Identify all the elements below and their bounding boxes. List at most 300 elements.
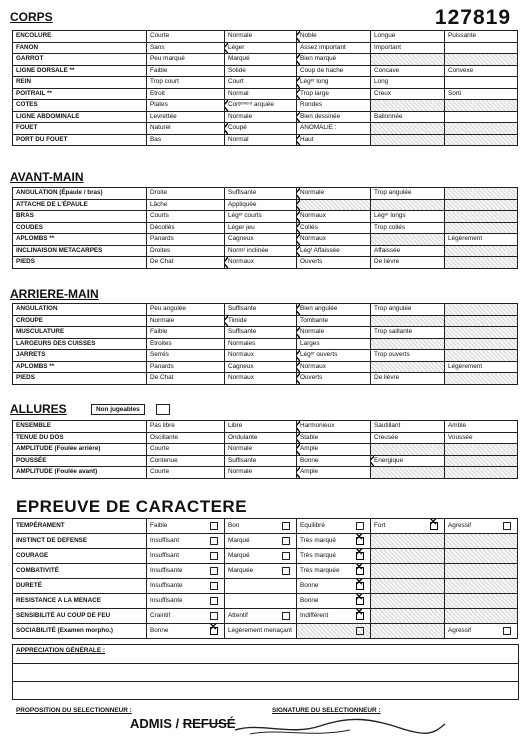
choice-label: Insuffisante [150, 567, 183, 574]
document-number: 127819 [434, 6, 511, 29]
choice-cell[interactable]: Normaux [297, 361, 371, 373]
table-row [13, 624, 518, 639]
choice-cell[interactable]: Trop collés [371, 222, 445, 234]
choice-cell[interactable] [445, 257, 518, 269]
section-title-avant-main: AVANT-MAIN [10, 170, 84, 184]
table-row [13, 42, 518, 54]
choice-cell[interactable]: Trop saillante [371, 327, 445, 339]
choice-cell[interactable]: Ondulante [225, 432, 297, 444]
choice-cell[interactable] [147, 549, 225, 564]
choice-cell[interactable]: Courte [147, 444, 225, 456]
choice-cell[interactable]: Energique [371, 455, 445, 467]
choice-cell[interactable] [371, 444, 445, 456]
row-label: POUSSÉE [13, 455, 147, 467]
choice-cell[interactable]: Suffisante [225, 304, 297, 316]
checkbox[interactable] [356, 597, 364, 605]
choice-cell[interactable] [445, 315, 518, 327]
checkbox[interactable] [356, 567, 364, 575]
choice-cell[interactable]: Contenue [147, 455, 225, 467]
choice-cell[interactable]: Suffisante [225, 188, 297, 200]
checkbox[interactable] [210, 597, 218, 605]
choice-cell[interactable] [445, 211, 518, 223]
choice-cell[interactable]: Normale [225, 444, 297, 456]
choice-label: Equilibré [300, 522, 325, 529]
table-row [13, 455, 518, 467]
table-row [13, 609, 518, 624]
choice-label: Agressif [448, 627, 472, 634]
choice-cell[interactable]: Creusée [371, 432, 445, 444]
choice-cell[interactable] [225, 564, 297, 579]
row-label: COURAGE [13, 549, 147, 564]
choice-cell[interactable]: Serrés [147, 350, 225, 362]
choice-cell[interactable] [147, 519, 225, 534]
choice-cell[interactable] [371, 594, 445, 609]
choice-cell[interactable]: Légèrement [445, 361, 518, 373]
choice-cell[interactable] [445, 100, 518, 112]
choice-cell[interactable]: Droite [147, 188, 225, 200]
choice-cell[interactable] [297, 564, 371, 579]
checkbox[interactable] [356, 552, 364, 560]
verdict-refuse: REFUSÉ [182, 716, 236, 731]
choice-cell[interactable]: Affaissée [371, 245, 445, 257]
choice-cell[interactable] [297, 549, 371, 564]
choice-cell[interactable]: Trop angulée [371, 304, 445, 316]
choice-cell[interactable] [371, 199, 445, 211]
row-label: MUSCULATURE [13, 327, 147, 339]
choice-cell[interactable]: Ample [297, 444, 371, 456]
choice-cell[interactable]: Suffisante [225, 455, 297, 467]
choice-cell[interactable]: Haut [297, 134, 371, 146]
table-row [13, 188, 518, 200]
choice-label: Très marqué [300, 552, 336, 559]
checkbox[interactable] [356, 537, 364, 545]
choice-cell[interactable]: Longue [371, 31, 445, 43]
choice-cell[interactable]: Voussée [445, 432, 518, 444]
choice-cell[interactable] [445, 564, 518, 579]
choice-cell[interactable]: Levrettée [147, 111, 225, 123]
choice-cell[interactable] [445, 123, 518, 135]
choice-cell[interactable]: Panards [147, 234, 225, 246]
table-caractere [12, 518, 518, 639]
choice-cell[interactable]: Long [371, 77, 445, 89]
choice-cell[interactable]: Courte [147, 467, 225, 479]
choice-cell[interactable] [371, 579, 445, 594]
choice-cell[interactable]: Courte [147, 31, 225, 43]
choice-cell[interactable]: Normale [147, 315, 225, 327]
choice-cell[interactable] [225, 609, 297, 624]
checkbox[interactable] [210, 582, 218, 590]
row-label: POITRAIL ** [13, 88, 147, 100]
choice-label: Bonne [150, 627, 169, 634]
choice-cell[interactable]: Ouverts [297, 373, 371, 385]
choice-cell[interactable]: ANOMALIE : [297, 123, 371, 135]
choice-cell[interactable] [371, 549, 445, 564]
choice-cell[interactable]: Marqué [225, 54, 297, 66]
choice-label: Bonne [300, 582, 319, 589]
choice-cell[interactable]: Convexe [445, 65, 518, 77]
choice-cell[interactable]: Trop court [147, 77, 225, 89]
choice-cell[interactable] [225, 579, 297, 594]
choice-cell[interactable]: Bas [147, 134, 225, 146]
choice-cell[interactable]: Bien marqué [297, 54, 371, 66]
choice-cell[interactable] [147, 624, 225, 639]
choice-cell[interactable]: Libre [225, 421, 297, 433]
choice-cell[interactable]: Puissante [445, 31, 518, 43]
choice-cell[interactable]: Coupé [225, 123, 297, 135]
row-label: DURETÉ [13, 579, 147, 594]
choice-cell[interactable]: Sautillant [371, 421, 445, 433]
table-avant-main [12, 187, 518, 269]
choice-cell[interactable] [445, 549, 518, 564]
choice-cell[interactable]: Harmonieux [297, 421, 371, 433]
row-label: BRAS [13, 211, 147, 223]
row-label: ANGULATION (Épaule / bras) [13, 188, 147, 200]
choice-cell[interactable]: Larges [297, 338, 371, 350]
choice-cell[interactable] [445, 199, 518, 211]
choice-cell[interactable]: Légᵉʳ courts [225, 211, 297, 223]
choice-cell[interactable] [371, 234, 445, 246]
checkbox[interactable] [503, 522, 511, 530]
choice-cell[interactable]: Assez important [297, 42, 371, 54]
choice-cell[interactable] [445, 534, 518, 549]
choice-cell[interactable]: Normal [225, 134, 297, 146]
checkbox[interactable] [282, 552, 290, 560]
choice-cell[interactable] [445, 134, 518, 146]
choice-label: Marqué [228, 537, 250, 544]
choice-cell[interactable]: Oscillante [147, 432, 225, 444]
choice-cell[interactable]: Suffisante [225, 327, 297, 339]
choice-cell[interactable]: Etroites [147, 338, 225, 350]
choice-cell[interactable]: Noble [297, 31, 371, 43]
choice-cell[interactable]: Ample [297, 467, 371, 479]
choice-cell[interactable] [147, 579, 225, 594]
choice-cell[interactable] [147, 609, 225, 624]
choice-cell[interactable] [445, 373, 518, 385]
table-row [13, 421, 518, 433]
choice-cell[interactable]: Sans [147, 42, 225, 54]
choice-cell[interactable]: Ballonnée [371, 111, 445, 123]
choice-cell[interactable] [445, 519, 518, 534]
checkbox[interactable] [210, 552, 218, 560]
row-label: JARRETS [13, 350, 147, 362]
choice-cell[interactable]: Normale [297, 327, 371, 339]
choice-cell[interactable]: Faible [147, 327, 225, 339]
choice-cell[interactable]: Amble [445, 421, 518, 433]
table-row [13, 549, 518, 564]
choice-label: Très marqué [300, 537, 336, 544]
choice-cell[interactable] [445, 609, 518, 624]
row-label: FANON [13, 42, 147, 54]
non-jugeables-checkbox[interactable] [156, 404, 170, 415]
choice-cell[interactable] [297, 534, 371, 549]
table-row [13, 534, 518, 549]
choice-cell[interactable] [445, 111, 518, 123]
row-label: SOCIABILITÉ (Examen morpho.) [13, 624, 147, 639]
choice-cell[interactable] [445, 338, 518, 350]
checkbox[interactable] [210, 537, 218, 545]
choice-cell[interactable]: Légᵉʳ long [297, 77, 371, 89]
table-row [13, 444, 518, 456]
choice-cell[interactable] [371, 123, 445, 135]
choice-cell[interactable]: Pas libre [147, 421, 225, 433]
choice-cell[interactable]: Décollés [147, 222, 225, 234]
appreciation-label: APPRECIATION GÉNÉRALE : [16, 647, 106, 654]
choice-cell[interactable] [445, 467, 518, 479]
choice-cell[interactable]: Ouverts [297, 257, 371, 269]
choice-cell[interactable]: Court [225, 77, 297, 89]
choice-cell[interactable] [445, 624, 518, 639]
choice-cell[interactable]: Droites [147, 245, 225, 257]
row-label: PIEDS [13, 257, 147, 269]
choice-cell[interactable]: Trop angulée [371, 188, 445, 200]
choice-cell[interactable] [147, 564, 225, 579]
choice-cell[interactable]: Cortᵉᵐᵉⁿᵗ arquée [225, 100, 297, 112]
choice-cell[interactable] [371, 134, 445, 146]
choice-cell[interactable] [371, 609, 445, 624]
checkbox[interactable] [210, 567, 218, 575]
choice-cell[interactable] [371, 338, 445, 350]
choice-label: Insuffisante [150, 582, 183, 589]
choice-cell[interactable]: Collés [297, 222, 371, 234]
choice-cell[interactable]: Légᵉʳ ouverts [297, 350, 371, 362]
choice-cell[interactable] [371, 100, 445, 112]
choice-cell[interactable] [371, 624, 445, 639]
choice-label: Marqué [228, 552, 250, 559]
table-row [13, 519, 518, 534]
row-label: COMBATIVITÉ [13, 564, 147, 579]
choice-cell[interactable]: Cagneux [225, 361, 297, 373]
choice-cell[interactable] [225, 549, 297, 564]
choice-cell[interactable] [371, 315, 445, 327]
choice-cell[interactable] [225, 534, 297, 549]
choice-cell[interactable] [297, 519, 371, 534]
table-row [13, 594, 518, 609]
row-label: ATTACHE DE L'ÉPAULE [13, 199, 147, 211]
choice-cell[interactable] [371, 361, 445, 373]
choice-cell[interactable] [371, 54, 445, 66]
choice-cell[interactable]: Normales [225, 338, 297, 350]
choice-cell[interactable] [445, 77, 518, 89]
choice-cell[interactable] [147, 534, 225, 549]
choice-cell[interactable] [225, 594, 297, 609]
appreciation-box[interactable] [12, 644, 519, 700]
row-label: TENUE DU DOS [13, 432, 147, 444]
checkbox[interactable] [282, 612, 290, 620]
choice-cell[interactable]: Normale [225, 31, 297, 43]
choice-cell[interactable]: Normaux [297, 234, 371, 246]
choice-cell[interactable] [445, 54, 518, 66]
choice-cell[interactable]: Bien dessinée [297, 111, 371, 123]
choice-cell[interactable]: Etroit [147, 88, 225, 100]
choice-cell[interactable] [297, 199, 371, 211]
choice-cell[interactable]: Timide [225, 315, 297, 327]
choice-cell[interactable]: Légᵉʳ longs [371, 211, 445, 223]
choice-cell[interactable]: Lâche [147, 199, 225, 211]
choice-cell[interactable]: Important [371, 42, 445, 54]
choice-cell[interactable]: De Chat [147, 257, 225, 269]
choice-cell[interactable] [445, 327, 518, 339]
choice-cell[interactable] [445, 579, 518, 594]
choice-cell[interactable] [445, 188, 518, 200]
table-row [13, 31, 518, 43]
row-label: INSTINCT DE DEFENSE [13, 534, 147, 549]
proposition-label: PROPOSITION DU SELECTIONNEUR : [16, 707, 132, 714]
choice-cell[interactable]: Normale [297, 188, 371, 200]
choice-cell[interactable]: Bien angulée [297, 304, 371, 316]
choice-cell[interactable]: Faible [147, 65, 225, 77]
choice-cell[interactable] [147, 594, 225, 609]
checkbox[interactable] [210, 522, 218, 530]
choice-label: Insuffisante [150, 597, 183, 604]
checkbox[interactable] [503, 627, 511, 635]
row-label: RESISTANCE A LA MENACE [13, 594, 147, 609]
choice-cell[interactable] [445, 444, 518, 456]
checkbox[interactable] [356, 522, 364, 530]
table-row [13, 579, 518, 594]
row-label: SENSIBILITÉ AU COUP DE FEU [13, 609, 147, 624]
choice-cell[interactable]: Normale [225, 467, 297, 479]
choice-cell[interactable]: Panards [147, 361, 225, 373]
choice-cell[interactable]: Léger jeu [225, 222, 297, 234]
choice-cell[interactable] [445, 222, 518, 234]
choice-cell[interactable]: Tombante [297, 315, 371, 327]
verdict-admis: ADMIS / [130, 716, 180, 731]
checkbox[interactable] [356, 582, 364, 590]
choice-cell[interactable]: Léger [225, 42, 297, 54]
section-title-arriere-main: ARRIERE-MAIN [10, 287, 99, 301]
choice-cell[interactable] [445, 42, 518, 54]
row-label: PORT DU FOUET [13, 134, 147, 146]
section-title-caractere: EPREUVE DE CARACTERE [16, 497, 248, 516]
choice-cell[interactable]: De Chat [147, 373, 225, 385]
row-label: APLOMBS ** [13, 234, 147, 246]
table-allures [12, 420, 518, 479]
checkbox[interactable] [356, 612, 364, 620]
table-row [13, 88, 518, 100]
row-label: COTES [13, 100, 147, 112]
choice-cell[interactable]: Trop ouverts [371, 350, 445, 362]
checkbox[interactable] [282, 537, 290, 545]
table-row [13, 222, 518, 234]
table-row [13, 432, 518, 444]
choice-cell[interactable]: De lièvre [371, 257, 445, 269]
choice-cell[interactable]: Trop large [297, 88, 371, 100]
choice-cell[interactable] [297, 579, 371, 594]
choice-cell[interactable]: Sorti [445, 88, 518, 100]
choice-cell[interactable] [225, 624, 297, 639]
row-label: TEMPÉRAMENT [13, 519, 147, 534]
choice-cell[interactable]: Stable [297, 432, 371, 444]
table-row [13, 199, 518, 211]
table-corps [12, 30, 518, 146]
choice-cell[interactable]: Bonne [297, 455, 371, 467]
section-title-corps: CORPS [10, 10, 53, 24]
choice-cell[interactable] [297, 624, 371, 639]
choice-cell[interactable] [445, 350, 518, 362]
choice-cell[interactable] [371, 564, 445, 579]
choice-cell[interactable] [445, 455, 518, 467]
choice-cell[interactable]: Cagneux [225, 234, 297, 246]
choice-label: Craintif [150, 612, 171, 619]
choice-cell[interactable]: Plates [147, 100, 225, 112]
table-row [13, 245, 518, 257]
choice-cell[interactable]: Normal [225, 88, 297, 100]
row-label: PIEDS [13, 373, 147, 385]
table-row [13, 123, 518, 135]
choice-cell[interactable]: Courts [147, 211, 225, 223]
choice-cell[interactable]: Normᵗ inclinée [225, 245, 297, 257]
choice-cell[interactable] [297, 594, 371, 609]
checkbox[interactable] [356, 627, 364, 635]
choice-cell[interactable]: Normaux [225, 257, 297, 269]
table-row [13, 361, 518, 373]
choice-cell[interactable] [445, 245, 518, 257]
choice-cell[interactable]: Concave [371, 65, 445, 77]
choice-label: Très marquée [300, 567, 340, 574]
choice-cell[interactable] [371, 519, 445, 534]
choice-label: Insuffisant [150, 552, 180, 559]
table-row [13, 257, 518, 269]
choice-cell[interactable]: Appliquée [225, 199, 297, 211]
checkbox[interactable] [210, 612, 218, 620]
row-label: REIN [13, 77, 147, 89]
choice-cell[interactable] [445, 594, 518, 609]
choice-cell[interactable]: Peu angulée [147, 304, 225, 316]
table-row [13, 564, 518, 579]
choice-cell[interactable]: Rondes [297, 100, 371, 112]
table-row [13, 111, 518, 123]
row-label: LIGNE ABDOMINALE [13, 111, 147, 123]
choice-label: Faible [150, 522, 168, 529]
row-label: ENSEMBLE [13, 421, 147, 433]
table-arriere-main [12, 303, 518, 385]
choice-cell[interactable]: Normaux [225, 373, 297, 385]
verdict [130, 716, 235, 731]
checkbox[interactable] [282, 522, 290, 530]
signature-label: SIGNATURE DU SELECTIONNEUR : [272, 707, 381, 714]
choice-cell[interactable]: Creux [371, 88, 445, 100]
row-label: AMPLITUDE (Foulée avant) [13, 467, 147, 479]
handwritten-signature [230, 712, 450, 742]
choice-cell[interactable]: Peu marqué [147, 54, 225, 66]
choice-cell[interactable] [445, 304, 518, 316]
non-jugeables-label: Non jugeables [91, 404, 145, 415]
choice-cell[interactable] [371, 467, 445, 479]
choice-cell[interactable] [371, 534, 445, 549]
checkbox[interactable] [430, 522, 438, 530]
choice-cell[interactable]: Naturel [147, 123, 225, 135]
choice-cell[interactable]: Solide [225, 65, 297, 77]
choice-cell[interactable]: Normale [225, 111, 297, 123]
choice-label: Bonne [300, 597, 319, 604]
checkbox[interactable] [282, 567, 290, 575]
row-label: GARROT [13, 54, 147, 66]
row-label: CROUPE [13, 315, 147, 327]
choice-cell[interactable]: Normaux [297, 211, 371, 223]
table-row [13, 338, 518, 350]
table-row [13, 467, 518, 479]
choice-cell[interactable]: De lièvre [371, 373, 445, 385]
choice-cell[interactable]: Légèrement [445, 234, 518, 246]
choice-cell[interactable]: Légᵗ Affaissée [297, 245, 371, 257]
choice-cell[interactable] [225, 519, 297, 534]
choice-cell[interactable] [297, 609, 371, 624]
choice-cell[interactable]: Normaux [225, 350, 297, 362]
checkbox[interactable] [210, 627, 218, 635]
choice-cell[interactable]: Coup de hache [297, 65, 371, 77]
row-label: COUDES [13, 222, 147, 234]
table-row [13, 77, 518, 89]
